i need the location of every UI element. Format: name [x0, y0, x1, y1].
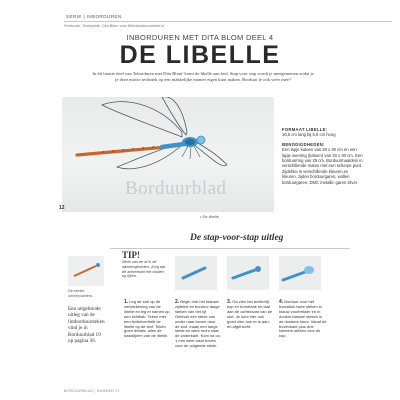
step-3-number: 3. — [227, 299, 232, 305]
step-4-text: Borduur voor het borststuk twee steken in blauw voortrekker en in donker blauwe steken in de donkere kleur. Vanaf de bovenkant plus drie kleinere steken voor de kop. — [279, 299, 327, 339]
photo-caption-text: De libelle — [202, 214, 219, 219]
header-rule — [64, 21, 392, 22]
step-2 — [175, 300, 221, 349]
series-label: SERIE | INBORDUREN — [66, 14, 122, 19]
tip-text: Werk van de al in de aaneengesloten. Zorg dat de achterkant het naaien op lijken. — [122, 260, 166, 279]
article-title: DE LIBELLE — [119, 41, 281, 69]
step-4 — [279, 300, 327, 339]
step-4-image-art — [279, 256, 321, 290]
materials-heading: BENODIGDHEDEN: — [282, 141, 325, 147]
step-2-image-art — [175, 256, 217, 290]
page-footer: BORDUURBLAD | NUMMER 21 — [64, 389, 120, 393]
small-photo-image — [68, 256, 104, 286]
page-number: 12 — [59, 205, 65, 211]
step-3-image-art — [227, 256, 269, 290]
format-text: 16,5 cm lang bij 5,5 cm hoog — [282, 132, 336, 138]
steps-divider — [110, 248, 350, 249]
small-photo-caption: De eerste omverpuchers. — [68, 289, 94, 298]
step-3 — [227, 300, 273, 329]
steps-heading: De stap-voor-stap uitleg — [190, 233, 284, 243]
specs-box — [282, 127, 364, 189]
step-1 — [124, 300, 170, 339]
photo-caption: • De libelle — [200, 214, 219, 219]
step-2-text: Begin met het blauwe zijdelint en borduur lange steken van het lijf. Gebruik een steek van onder naar boven door de stof, maak een lange steek en werk recht naar de onderkant. Kom na ca. 1 mm weer naar boven voor de volgende steek. — [175, 299, 221, 349]
step-3-image — [227, 256, 269, 290]
step-1-number: 1. — [124, 299, 129, 305]
format-heading: FORMAAT LIBELLE: — [282, 127, 328, 132]
step-1-text: Leg de stof op de werktekening van de libelle en leg er samen op een lichtbak. Teken met een textielverfstift de libelle op de stof. Teken goed details, alles de basislijnen van de libelle. — [124, 299, 170, 339]
step-4-image — [279, 256, 321, 290]
materials-text: Een lapje katoen van 30 x 30 cm en een lapje weering (katoen) van 30 x 30 cm. Een borduurring van 25 cm. Borduurmaaldein in verschillende maten met een scherpe punt. Zijdeblei in verschillende kleuren en kleuren, zijden borduurgaren, wollen borduurgaren, DMC metallic garen zilver. — [282, 147, 363, 185]
reference-note: Een uitgebreide uitleg van de lintborduursteken vind je in Borduurblad 19 op pagina 36. — [68, 306, 105, 345]
step-3-text: Ga zien het achterlijf, kop en borstrank en laat aan de achterkant van de stof. Je kunt hier ook goed zien hoe er is aan- en afgehecht. — [227, 299, 273, 329]
step-2-image — [175, 256, 217, 290]
step-2-number: 2. — [175, 299, 180, 305]
photo-watermark: Borduurblad — [125, 178, 227, 199]
article-intro: In dit laatste deel van 'Inborduren met Dita Blom' komt de libelle aan bod. Stap voor stap wordt je meegenomen zodat je je deze mooie techniek op een makkelijke manier eigen kunt maken. Borduur je ook weer mee? — [92, 71, 314, 82]
credits-line: Productie: Tinkerjade. Dita Blom voor Blomborduurwinkel.nl — [64, 24, 165, 28]
tip-box — [122, 250, 168, 279]
step-4-number: 4. — [279, 299, 284, 305]
small-photo — [68, 256, 104, 286]
article-kicker: INBORDUREN MET DITA BLOM DEEL 4 — [126, 33, 274, 42]
tip-title: TIP! — [122, 250, 140, 260]
